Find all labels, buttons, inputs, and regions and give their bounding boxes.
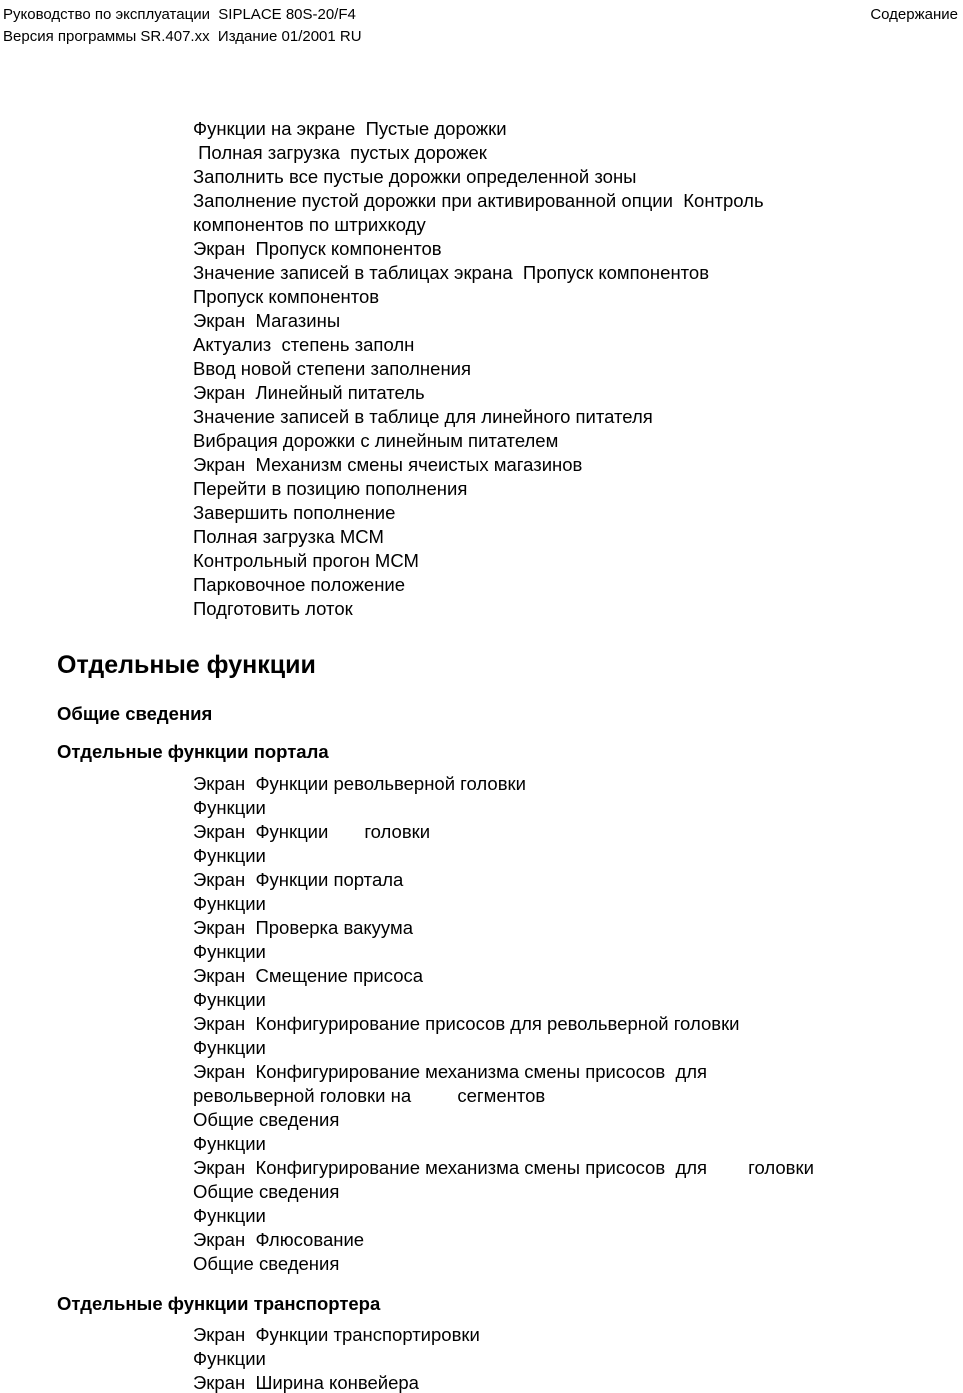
toc-entry: Функции: [193, 1348, 266, 1369]
toc-block-portal-functions: [193, 772, 943, 1276]
toc-entry: Экран Конфигурирование механизма смены присосов для: [193, 1061, 708, 1082]
toc-entry: Заполнение пустой дорожки при активированной опции Контроль: [193, 190, 764, 211]
toc-entry: Актуализ степень заполн: [193, 334, 415, 355]
toc-entry: Перейти в позицию пополнения: [193, 478, 468, 499]
toc-entry: Функции: [193, 797, 266, 818]
toc-block-transporter-functions: [193, 1323, 943, 1393]
contents-label: Содержание: [870, 6, 958, 23]
toc-entry: Функции: [193, 1205, 266, 1226]
subsection-heading-general-info: Общие сведения: [57, 703, 213, 724]
toc-entry: Полная загрузка пустых дорожек: [193, 142, 487, 163]
toc-entry: Общие сведения: [193, 1109, 340, 1130]
toc-entry: Функции: [193, 1133, 266, 1154]
toc-entry: Парковочное положение: [193, 574, 406, 595]
toc-entry: Пропуск компонентов: [193, 286, 380, 307]
toc-entry: Экран Конфигурирование механизма смены присосов для головки: [193, 1157, 814, 1178]
toc-entry: Функции: [193, 941, 266, 962]
toc-entry: Функции: [193, 893, 266, 914]
toc-entry: Экран Функции головки: [193, 821, 431, 842]
toc-entry: Контрольный прогон МСМ: [193, 550, 419, 571]
section-heading-individual-functions: Отдельные функции: [57, 651, 316, 679]
manual-title: Руководство по эксплуатации SIPLACE 80S-20/F4: [3, 6, 356, 23]
toc-entry: компонентов по штрихкоду: [193, 214, 426, 235]
toc-entry: Экран Механизм смены ячеистых магазинов: [193, 454, 583, 475]
toc-block-empty-tracks: [193, 117, 943, 621]
toc-entry: Экран Смещение присоса: [193, 965, 424, 986]
toc-entry: Общие сведения: [193, 1181, 340, 1202]
toc-entry: Функции: [193, 989, 266, 1010]
subsection-heading-transporter-functions: Отдельные функции транспортера: [57, 1293, 381, 1314]
toc-entry: Завершить пополнение: [193, 502, 396, 523]
toc-entry: Экран Линейный питатель: [193, 382, 425, 403]
toc-entry: револьверной головки на сегментов: [193, 1085, 546, 1106]
toc-entry: Подготовить лоток: [193, 598, 353, 619]
toc-entry: Функции: [193, 1037, 266, 1058]
toc-entry: Значение записей в таблице для линейного питателя: [193, 406, 653, 427]
toc-entry: Полная загрузка МСМ: [193, 526, 384, 547]
subsection-heading-portal-functions: Отдельные функции портала: [57, 741, 329, 762]
page-header: [3, 7, 958, 23]
toc-entry: Экран Пропуск компонентов: [193, 238, 442, 259]
toc-entry: Экран Ширина конвейера: [193, 1372, 419, 1393]
page-subheader: [3, 29, 958, 45]
toc-entry: Экран Флюсование: [193, 1229, 365, 1250]
toc-entry: Вибрация дорожки с линейным питателем: [193, 430, 559, 451]
toc-entry: Экран Конфигурирование присосов для револьверной головки: [193, 1013, 740, 1034]
version-line: Версия программы SR.407.xx Издание 01/2001 RU: [3, 28, 362, 45]
toc-entry: Экран Магазины: [193, 310, 341, 331]
toc-entry: Общие сведения: [193, 1253, 340, 1274]
toc-entry: Экран Функции портала: [193, 869, 404, 890]
toc-entry: Экран Функции револьверной головки: [193, 773, 526, 794]
toc-entry: Функции на экране Пустые дорожки: [193, 118, 507, 139]
toc-entry: Значение записей в таблицах экрана Пропуск компонентов: [193, 262, 710, 283]
toc-entry: Заполнить все пустые дорожки определенной зоны: [193, 166, 637, 187]
toc-entry: Экран Проверка вакуума: [193, 917, 413, 938]
toc-entry: Экран Функции транспортировки: [193, 1324, 480, 1345]
toc-entry: Ввод новой степени заполнения: [193, 358, 472, 379]
toc-entry: Функции: [193, 845, 266, 866]
